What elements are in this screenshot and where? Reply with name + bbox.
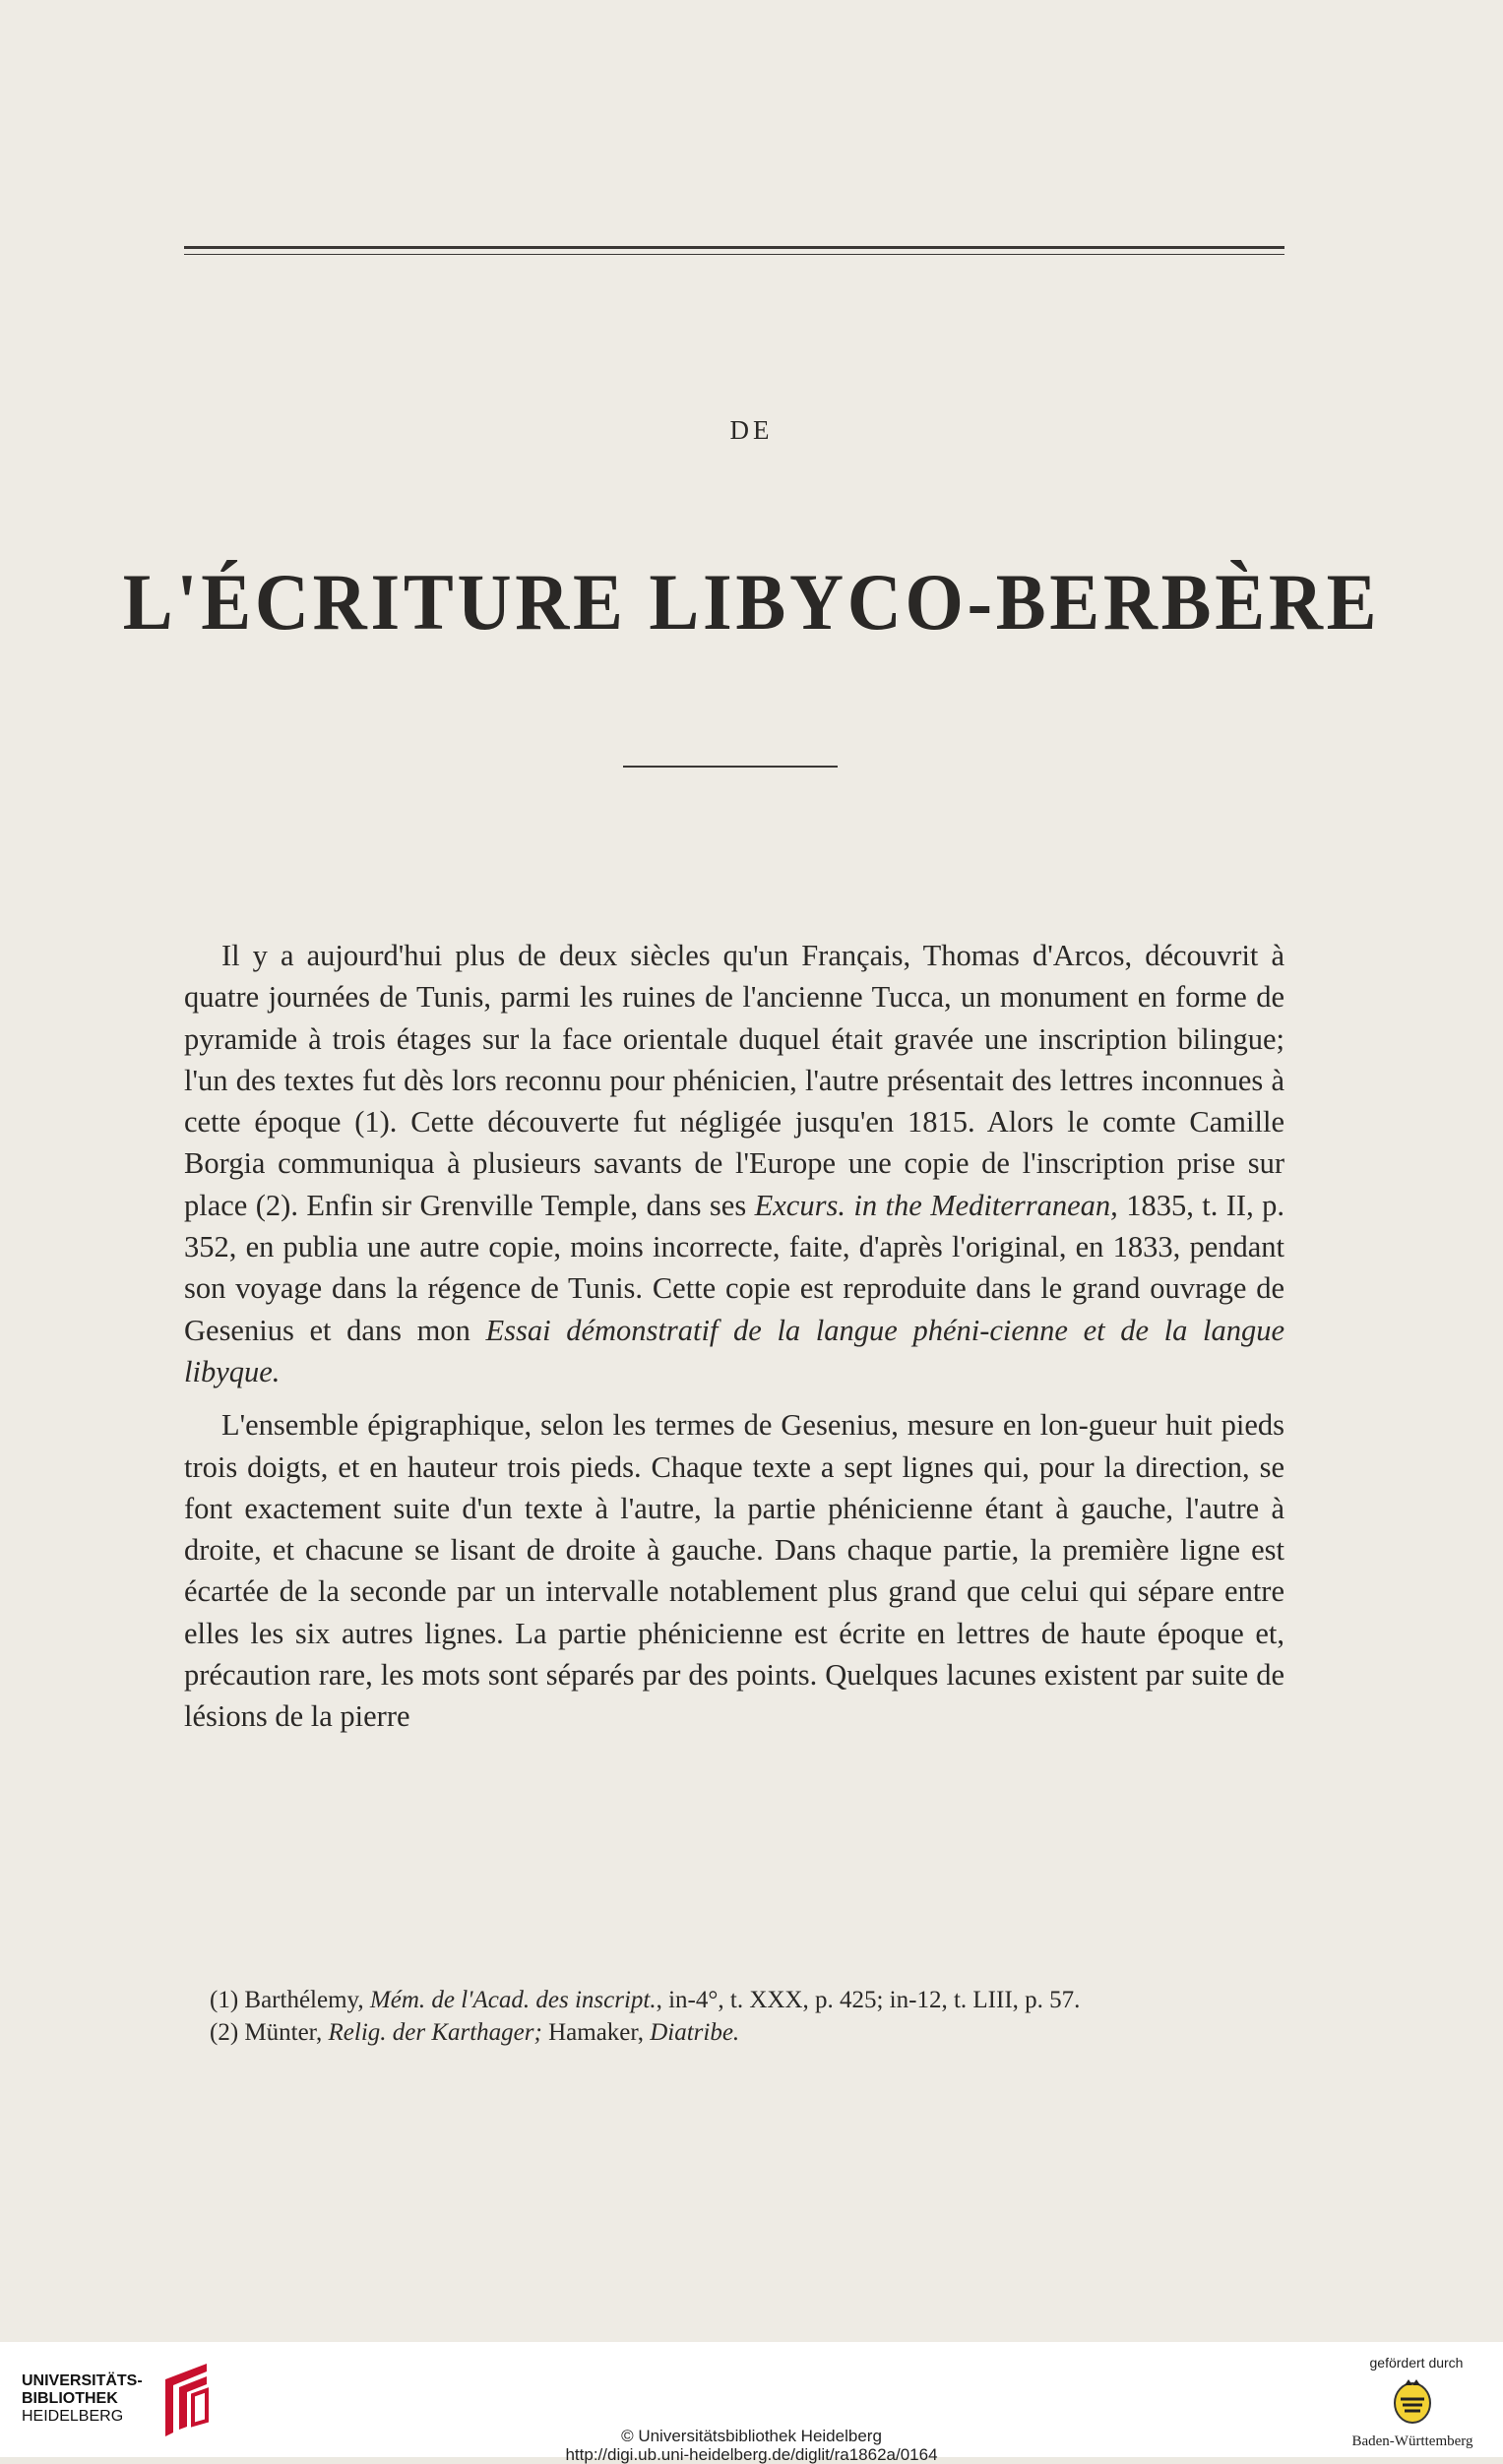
footnotes: [184, 1984, 1284, 2049]
sponsor-name: Baden-Württemberg: [1351, 2433, 1473, 2449]
italic-text-run: Essai démonstratif de la langue phéni-cienne et de la langue libyque.: [184, 1313, 1284, 1388]
permalink[interactable]: http://digi.ub.uni-heidelberg.de/diglit/ra1862a/0164: [565, 2445, 938, 2464]
italic-text-run: Relig. der Karthager;: [328, 2019, 542, 2046]
library-name-line1: UNIVERSITÄTS-: [22, 2372, 143, 2389]
pre-title: DE: [729, 415, 774, 445]
italic-text-run: Diatribe.: [650, 2019, 740, 2046]
copyright-block: [0, 2427, 1503, 2464]
library-name-line2: BIBLIOTHEK: [22, 2390, 118, 2407]
header-rule-thin: [184, 254, 1284, 255]
body-paragraph: [184, 1404, 1284, 1737]
header-rule: [184, 246, 1284, 249]
copyright-text: © Universitätsbibliothek Heidelberg: [621, 2427, 882, 2445]
title-divider: [623, 766, 838, 768]
italic-text-run: Excurs. in the Mediterranean,: [754, 1188, 1118, 1222]
sponsor-label: gefördert durch: [1369, 2355, 1464, 2371]
text-run: (1) Barthélemy,: [210, 1987, 370, 2013]
text-run: (2) Münter,: [210, 2019, 329, 2046]
footnote: [184, 2016, 1284, 2049]
text-run: , in-4°, t. XXX, p. 425; in-12, t. LIII, p. 57.: [656, 1987, 1081, 2013]
article-body: [184, 935, 1284, 1738]
footnote: [184, 1984, 1284, 2016]
article-title: L'ÉCRITURE LIBYCO-BERBÈRE: [122, 557, 1381, 647]
text-run: Hamaker,: [541, 2019, 651, 2046]
italic-text-run: Mém. de l'Acad. des inscript.: [369, 1987, 657, 2013]
state-coat-of-arms-icon: [1391, 2377, 1434, 2427]
text-run: L'ensemble épigraphique, selon les termes de Gesenius, mesure en lon-gueur huit pieds trois doigts, et en hauteur trois pieds. Chaque texte a sept lignes qui, pour la direction, se font exactement suite d'un texte à l'autre, la partie phénicienne étant à gauche, l'autre à droite, et chacune se lisant de droite à gauche. Dans chaque partie, la première ligne est écartée de la seconde par un intervalle notablement plus grand que celui qui sépare entre elles les six autres lignes. La partie phénicienne est écrite en lettres de haute époque et, précaution rare, les mots sont séparés par des points. Quelques lacunes existent par suite de lésions de la pierre: [184, 1408, 1284, 1734]
library-name-line3: HEIDELBERG: [22, 2408, 124, 2425]
text-run: Il y a aujourd'hui plus de deux siècles qu'un Français, Thomas d'Arcos, découvrit à quatre journées de Tunis, parmi les ruines de l'ancienne Tucca, un monument en forme de pyramide à trois étages sur la face orientale duquel était gravée une inscription bilingue; l'un des textes fut dès lors reconnu pour phénicien, l'autre présentait des lettres inconnues à cette époque (1). Cette découverte fut négligée jusqu'en 1815. Alors le comte Camille Borgia communiqua à plusieurs savants de l'Europe une copie de l'inscription prise sur place (2). Enfin sir Grenville Temple, dans ses: [184, 939, 1284, 1222]
text-run: 1835, t. II, p. 352, en publia une autre copie, moins incorrecte, faite, d'après l'original, en 1833, pendant son voyage dans la régence de Tunis. Cette copie est reproduite dans le grand ouvrage de Gesenius et dans mon: [184, 1188, 1285, 1347]
body-paragraph: [184, 935, 1284, 1392]
library-logo-text[interactable]: [22, 2372, 143, 2426]
